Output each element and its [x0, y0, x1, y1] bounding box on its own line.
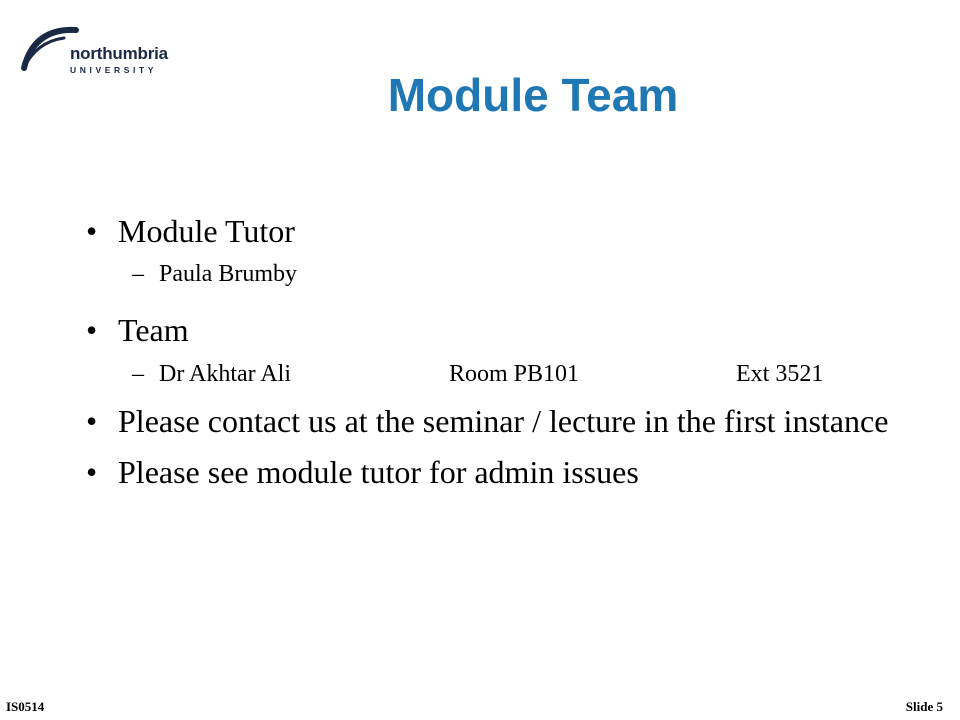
- dash-glyph: –: [132, 261, 144, 288]
- bullet-text: Please see module tutor for admin issues: [118, 453, 639, 490]
- module-code: IS0514: [6, 699, 45, 714]
- bullet-team: [86, 311, 906, 349]
- sub-bullet-text: Paula Brumby: [159, 261, 297, 288]
- member-name: Dr Akhtar Ali: [159, 360, 291, 387]
- member-ext: Ext 3521: [736, 360, 824, 387]
- bullet-text: Module Tutor: [118, 213, 295, 249]
- bullet-glyph: •: [86, 403, 98, 440]
- member-room: Room PB101: [449, 360, 580, 387]
- logo-wordmark: northumbria: [70, 44, 168, 63]
- bullet-glyph: •: [86, 213, 98, 249]
- slide-title: Module Team: [387, 69, 679, 121]
- sub-bullet-team-member: [86, 360, 906, 389]
- bullet-contact: [86, 402, 906, 440]
- bullet-text: Team: [118, 312, 189, 349]
- bullet-text: Please contact us at the seminar / lecture in the first instance: [118, 403, 889, 440]
- bullet-glyph: •: [86, 453, 98, 490]
- bullet-list: [86, 212, 906, 491]
- bullet-glyph: •: [86, 312, 98, 349]
- logo-subtitle: UNIVERSITY: [70, 65, 158, 75]
- sub-bullet-tutor-name: [86, 260, 906, 289]
- northumbria-logo: [20, 16, 170, 75]
- dash-glyph: –: [132, 360, 144, 387]
- bullet-admin: [86, 453, 906, 491]
- bullet-module-tutor: [86, 212, 906, 250]
- slide-number: Slide 5: [905, 699, 943, 714]
